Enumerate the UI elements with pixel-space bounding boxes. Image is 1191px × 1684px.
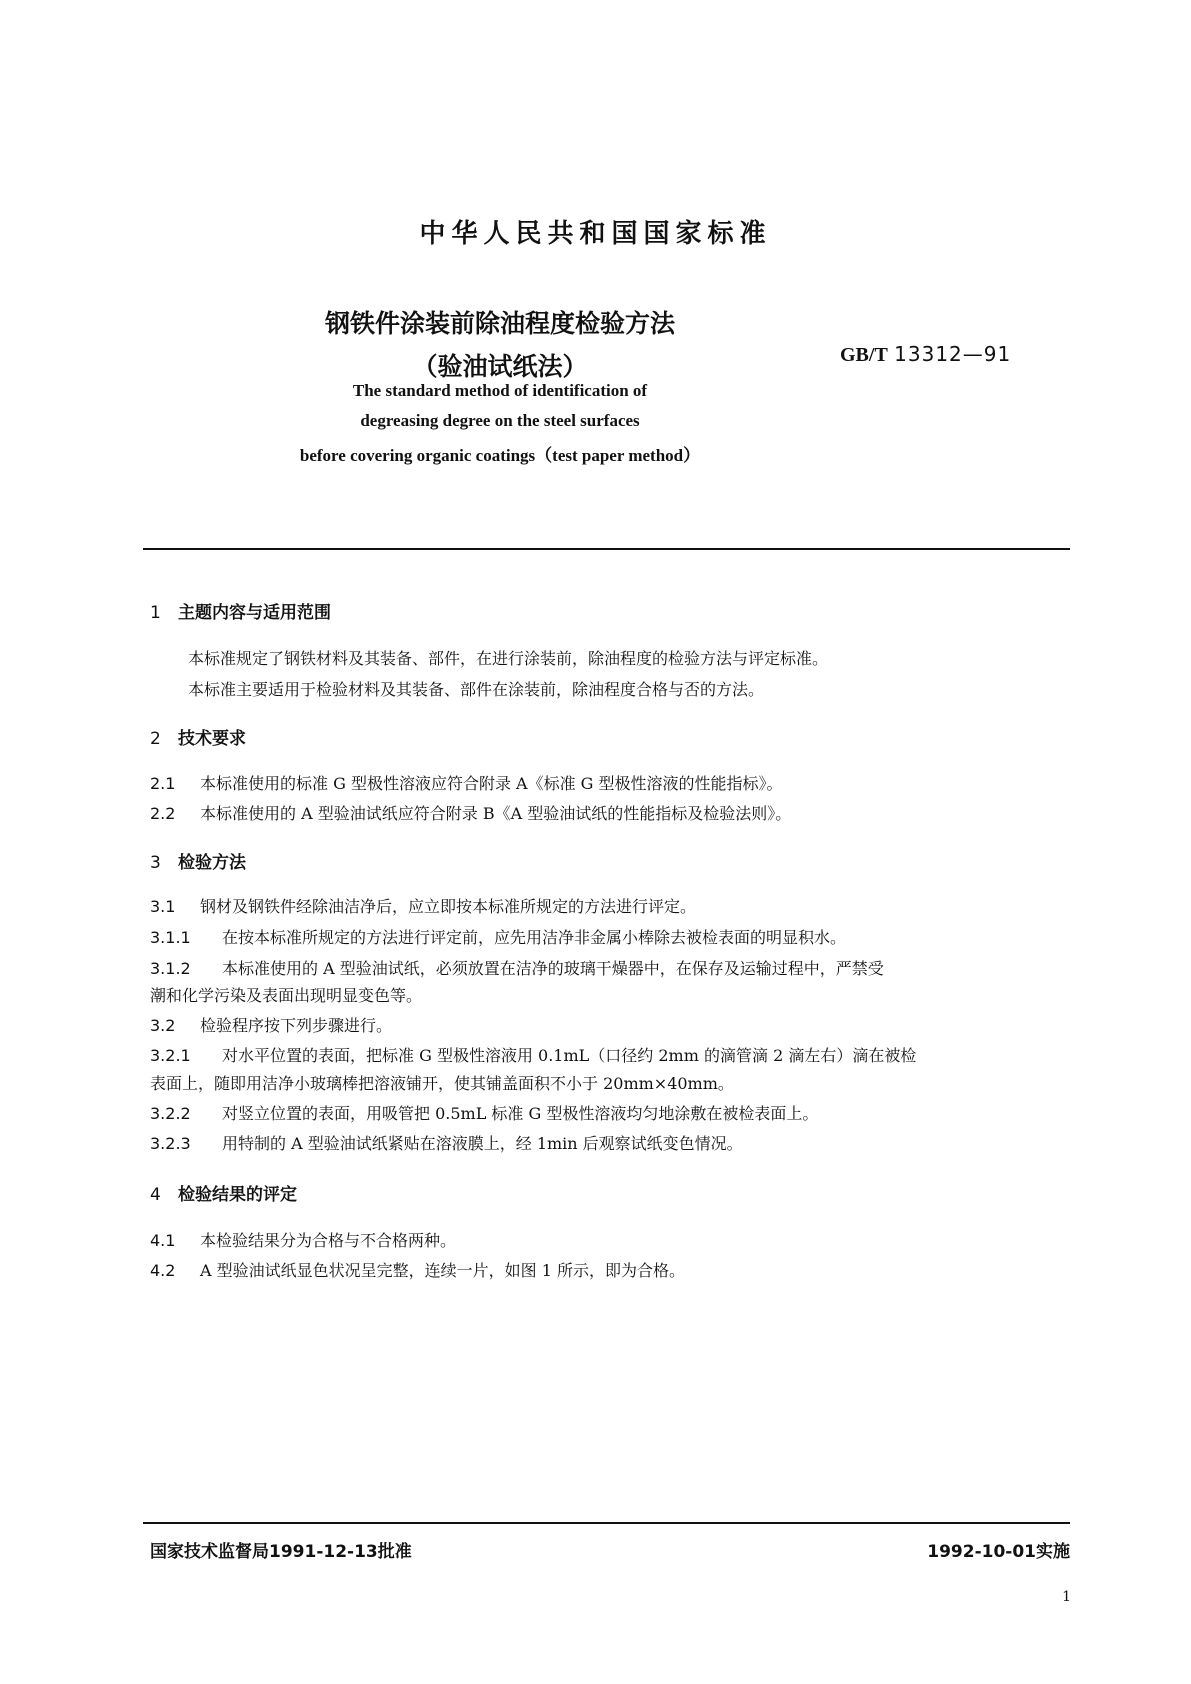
section-title: 检验方法: [178, 853, 246, 873]
section-heading-1: [150, 598, 331, 623]
clause-number: 4.1: [150, 1231, 176, 1250]
clause-text: 在按本标准所规定的方法进行评定前，应先用洁净非金属小棒除去被检表面的明显积水。: [222, 928, 847, 947]
clause-text: 本检验结果分为合格与不合格两种。: [200, 1231, 457, 1250]
clause-2-1: [150, 771, 783, 794]
section-heading-2: [150, 724, 246, 749]
clause-number: 2.2: [150, 804, 176, 823]
clause-continuation: 潮和化学污染及表面出现明显变色等。: [150, 986, 423, 1005]
english-title-line: degreasing degree on the steel surfaces: [360, 411, 640, 430]
clause-3-2-2: [150, 1101, 818, 1124]
standard-code: [840, 342, 1011, 367]
clause-2-2: [150, 801, 791, 824]
section-number: 1: [150, 603, 161, 623]
clause-text: 本标准使用的标准 G 型极性溶液应符合附录 A《标准 G 型极性溶液的性能指标》。: [200, 774, 783, 793]
standard-code-number: 13312—91: [894, 342, 1012, 366]
section-title: 主题内容与适用范围: [178, 603, 331, 623]
section-number: 3: [150, 853, 161, 873]
clause-number: 2.1: [150, 774, 176, 793]
section-heading-3: [150, 848, 246, 873]
clause-text: A 型验油试纸显色状况呈完整，连续一片，如图 1 所示，即为合格。: [200, 1261, 685, 1280]
clause-number: 3.1: [150, 897, 176, 916]
page-number: 1: [1062, 1589, 1071, 1605]
standard-code-prefix: GB/T: [840, 344, 888, 366]
clause-3-1-1: [150, 925, 846, 948]
section-number: 2: [150, 729, 161, 749]
footer-divider: [143, 1522, 1070, 1524]
document-title: 钢铁件涂装前除油程度检验方法: [324, 309, 675, 338]
clause-continuation: 表面上，随即用洁净小玻璃棒把溶液铺开，使其铺盖面积不小于 20mm×40mm。: [150, 1074, 734, 1093]
clause-number: 3.2.2: [150, 1104, 191, 1123]
section-heading-4: [150, 1180, 297, 1205]
header-divider: [143, 548, 1070, 550]
english-title-line: before covering organic coatings（test paper method）: [299, 446, 701, 465]
clause-4-2: [150, 1258, 685, 1281]
clause-text: 本标准使用的 A 型验油试纸应符合附录 B《A 型验油试纸的性能指标及检验法则》。: [200, 804, 792, 823]
clause-number: 3.1.1: [150, 928, 191, 947]
clause-text: 对竖立位置的表面，用吸管把 0.5mL 标准 G 型极性溶液均匀地涂敷在被检表面上。: [222, 1104, 819, 1123]
paragraph: 本标准规定了钢铁材料及其装备、部件，在进行涂装前，除油程度的检验方法与评定标准。: [188, 649, 829, 668]
english-title-line: The standard method of identification of: [352, 381, 648, 400]
clause-3-2-1: [150, 1043, 916, 1066]
clause-number: 3.2.3: [150, 1134, 191, 1153]
implementation-date: 1992-10-01实施: [927, 1542, 1070, 1562]
clause-text: 钢材及钢铁件经除油洁净后，应立即按本标准所规定的方法进行评定。: [200, 897, 697, 916]
clause-3-2: [150, 1013, 392, 1036]
clause-number: 3.2.1: [150, 1046, 191, 1065]
clause-3-1: [150, 894, 696, 917]
clause-number: 3.2: [150, 1016, 176, 1035]
national-standard-heading: 中华人民共和国国家标准: [419, 219, 772, 249]
clause-text: 对水平位置的表面，把标准 G 型极性溶液用 0.1mL（口径约 2mm 的滴管滴 2 滴左右）滴在被检: [222, 1046, 917, 1065]
clause-3-2-3: [150, 1131, 743, 1154]
clause-3-1-2: [150, 956, 884, 979]
clause-text: 检验程序按下列步骤进行。: [200, 1016, 393, 1035]
approval-info: 国家技术监督局1991-12-13批准: [150, 1542, 412, 1562]
clause-4-1: [150, 1228, 456, 1251]
clause-number: 4.2: [150, 1261, 176, 1280]
clause-text: 本标准使用的 A 型验油试纸，必须放置在洁净的玻璃干燥器中，在保存及运输过程中，严禁受: [222, 959, 884, 978]
section-number: 4: [150, 1185, 161, 1205]
paragraph: 本标准主要适用于检验材料及其装备、部件在涂装前，除油程度合格与否的方法。: [188, 680, 765, 699]
section-title: 技术要求: [178, 729, 246, 749]
document-subtitle: （验油试纸法）: [412, 352, 588, 381]
section-title: 检验结果的评定: [178, 1185, 297, 1205]
clause-number: 3.1.2: [150, 959, 191, 978]
clause-text: 用特制的 A 型验油试纸紧贴在溶液膜上，经 1min 后观察试纸变色情况。: [222, 1134, 743, 1153]
